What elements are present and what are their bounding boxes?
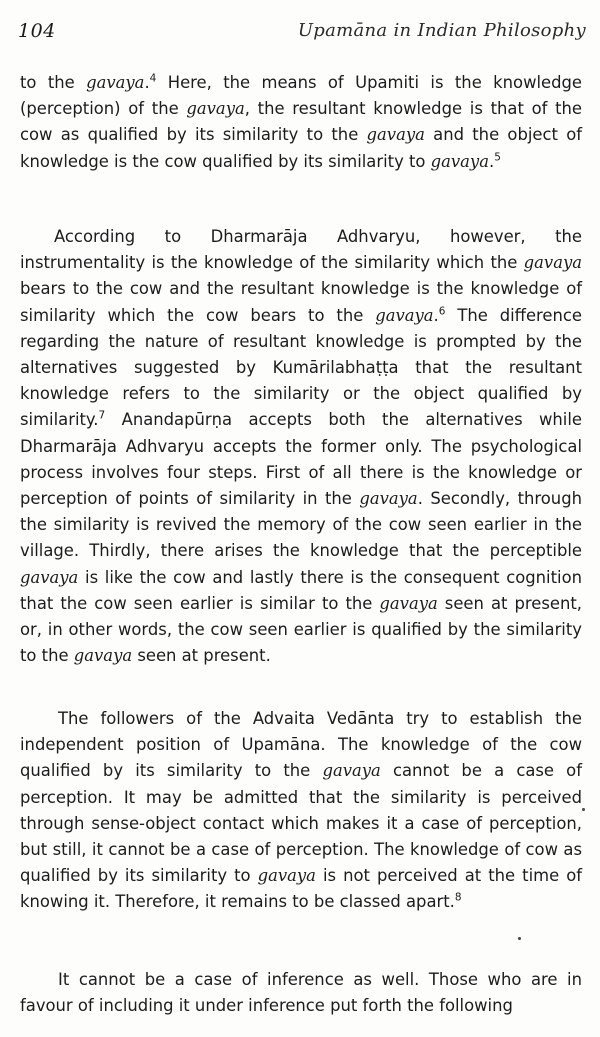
- footnote-marker: 8: [454, 891, 462, 904]
- text-run: is not perceived at the time of knowing it. Therefore, it remains to be classed apart.: [20, 866, 582, 912]
- paragraph-1: to the gavaya.$^4$ Here, the means of Upamiti is the knowledge (perception) of the gavaya, the resultant knowledge is that of the cow as qualified by its similarity to the gavaya and the object of knowledge is the cow qualified by its similarity to gavaya.$^5$: [20, 72, 582, 171]
- paragraph-4: [20, 967, 582, 1019]
- text-run: Here, the means of Upamiti is the knowledge (perception) of the: [20, 73, 582, 119]
- paragraph-2: According to Dharmarāja Adhvaryu, however, the instrumentality is the knowledge of the similarity which the gavaya bears to the cow and the resultant knowledge is the knowledge of similarity which the cow bears to the gavaya.$^6$ The difference regarding the nature of resultant knowledge is prompted by the alternatives suggested by Kumārilabhaṭṭa that the resultant knowledge refers to the similarity or the object qualified by similarity.$^7$ Anandapūrṇa accepts both the alternatives while Dharmarāja Adhvaryu accepts the former only. The psychological process involves four steps. First of all there is the knowledge or perception of points of similarity in the gavaya. Secondly, through the similarity is revived the memory of the cow seen earlier in the village. Thirdly, there arises the knowledge that the perceptible gavaya is like the cow and lastly there is the consequent cognition that the cow seen earlier is similar to the gavaya seen at present, or, in other words, the cow seen earlier is qualified by the similarity to the gavaya seen at present.: [20, 227, 583, 666]
- italic-term: gavaya: [379, 593, 438, 613]
- text-run: to the: [20, 73, 87, 92]
- italic-term: gavaya: [20, 567, 79, 587]
- text-run: seen at present.: [132, 646, 271, 666]
- italic-term: gavaya: [86, 73, 145, 92]
- text-run: . Secondly, through the similarity is revived the memory of the cow seen earlier in the village. Thirdly, there arises the knowledge that the perceptible: [20, 489, 582, 561]
- print-speck: [582, 808, 585, 811]
- italic-term: gavaya: [375, 305, 434, 325]
- footnote-marker: 7: [98, 409, 106, 422]
- footnote-marker: 4: [149, 72, 157, 85]
- italic-term: gavaya: [366, 125, 425, 145]
- text-run: The followers of the Advaita Vedānta try to establish the independent position of Upamāna. The knowledge of the cow qualified by its similarity to the: [20, 709, 582, 781]
- italic-term: gavaya: [257, 866, 316, 886]
- italic-term: gavaya: [430, 151, 489, 171]
- page-number: 104: [18, 20, 56, 42]
- italic-term: gavaya: [523, 253, 582, 273]
- text-run: , the resultant knowledge is that of the cow as qualified by its similarity to the: [20, 99, 582, 145]
- print-speck: [518, 937, 521, 940]
- text-run: cannot be a case of perception. It may be admitted that the similarity is perceived through sense-object contact which makes it a case of perception, but still, it cannot be a case of perception. The knowledge of cow as qualified by its similarity to: [20, 761, 582, 886]
- running-title: Upamāna in Indian Philosophy: [297, 20, 586, 41]
- text-run: is like the cow and lastly there is the consequent cognition that the cow seen earlier is similar to the: [20, 567, 582, 613]
- text-run: It cannot be a case of inference as well. Those who are in favour of including it under inference put forth the following: [20, 970, 582, 1016]
- italic-term: gavaya: [359, 489, 418, 509]
- text-run: bears to the cow and the resultant knowledge is the knowledge of similarity which the cow bears to the: [20, 279, 582, 325]
- footnote-marker: 6: [438, 305, 446, 318]
- text-run: The difference regarding the nature of resultant knowledge is prompted by the alternatives suggested by Kumārilabhaṭṭa that the resultant knowledge refers to the similarity or the object qualified by similarity.: [20, 305, 583, 430]
- text-run: Anandapūrṇa accepts both the alternatives while Dharmarāja Adhvaryu accepts the former only. The psychological process involves four steps. First of all there is the knowledge or perception of points of similarity in the: [20, 410, 582, 509]
- page-header: [18, 20, 586, 50]
- text-run: seen at present, or, in other words, the cow seen earlier is qualified by the similarity to the: [20, 593, 582, 666]
- italic-term: gavaya: [322, 761, 381, 781]
- text-run: According to Dharmarāja Adhvaryu, however, the instrumentality is the knowledge of the similarity which the: [20, 227, 582, 273]
- footnote-marker: 5: [494, 151, 501, 164]
- paragraph-3: [20, 706, 582, 916]
- text-run: and the object of knowledge is the cow qualified by its similarity to: [20, 125, 582, 171]
- italic-term: gavaya: [73, 646, 133, 666]
- italic-term: gavaya: [186, 99, 245, 119]
